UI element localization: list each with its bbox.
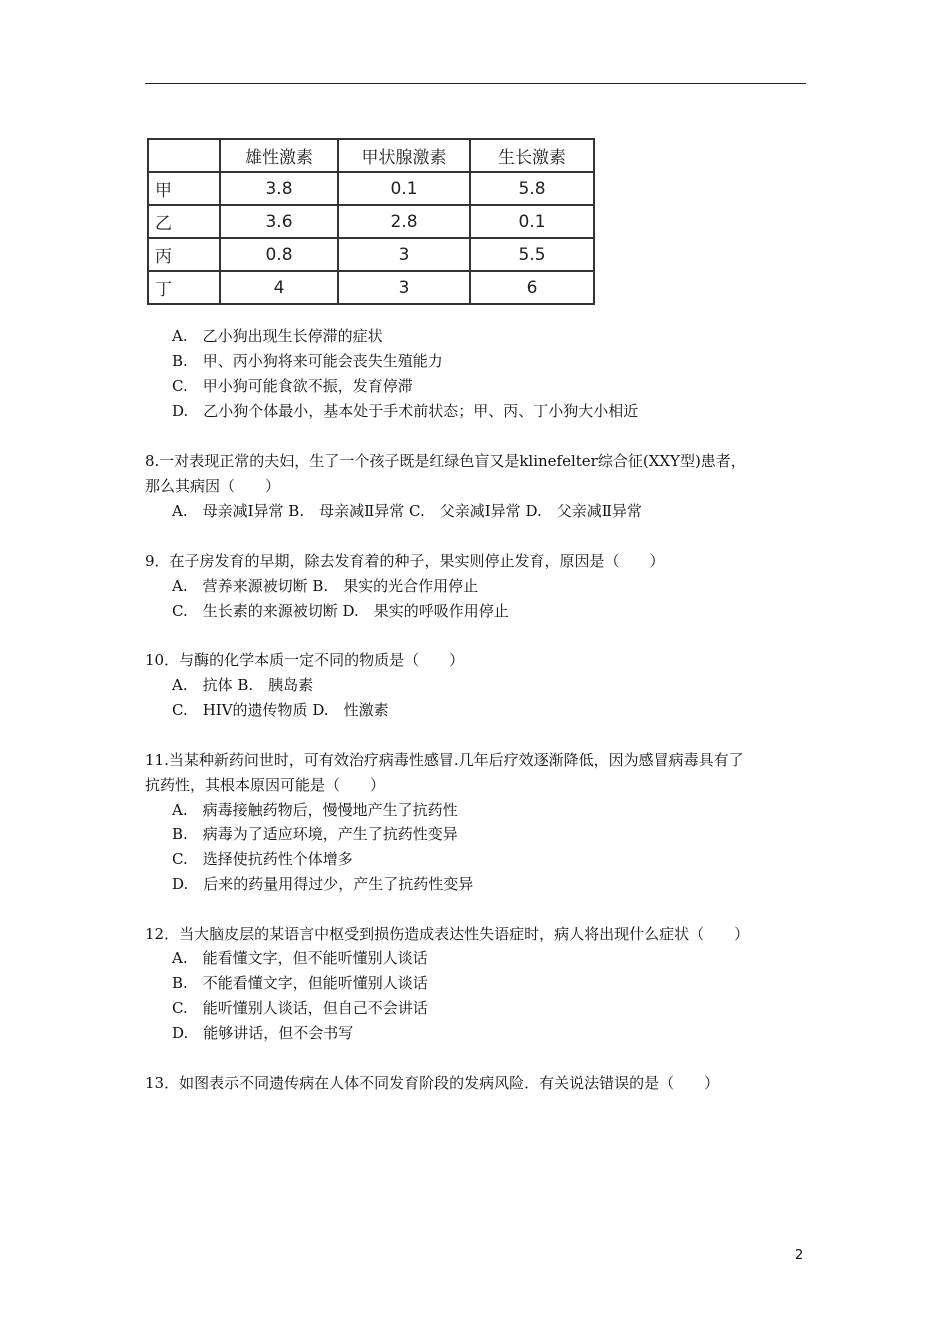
table-header-cell: 雄性激素: [220, 139, 338, 172]
q12-option-a: A. 能看懂文字，但不能听懂别人谈话: [172, 949, 428, 967]
table-cell: 0.1: [470, 205, 594, 238]
q7-option-a: A. 乙小狗出现生长停滞的症状: [172, 327, 383, 345]
table-row: [148, 172, 594, 205]
table-header-cell: [148, 139, 220, 172]
table-cell: 5.8: [470, 172, 594, 205]
q10-options-line1: A. 抗体 B. 胰岛素: [172, 676, 314, 694]
table-cell: 甲: [148, 172, 220, 205]
table-cell: 3.8: [220, 172, 338, 205]
table-header-cell: 甲状腺激素: [338, 139, 470, 172]
table-cell: 2.8: [338, 205, 470, 238]
q12-option-b: B. 不能看懂文字，但能听懂别人谈话: [172, 974, 428, 992]
table-header-cell: 生长激素: [470, 139, 594, 172]
q8-stem-line1: 8.一对表现正常的夫妇，生了一个孩子既是红绿色盲又是klinefelter综合征(XXY型)患者，: [145, 452, 746, 470]
q7-option-c: C. 甲小狗可能食欲不振，发育停滞: [172, 377, 413, 395]
q9-stem: 9．在子房发育的早期，除去发育着的种子，果实则停止发育，原因是（ ）: [145, 552, 665, 570]
q11-option-d: D. 后来的药量用得过少，产生了抗药性变异: [172, 875, 474, 893]
q11-stem-line2: 抗药性，其根本原因可能是（ ）: [145, 776, 386, 794]
table-cell: 0.8: [220, 238, 338, 271]
q12-option-c: C. 能听懂别人谈话，但自己不会讲话: [172, 999, 428, 1017]
page-number: 2: [795, 1248, 804, 1263]
table-cell: 5.5: [470, 238, 594, 271]
q9-options-line1: A. 营养来源被切断 B. 果实的光合作用停止: [172, 577, 479, 595]
hormone-table: [147, 138, 595, 305]
q8-stem-line2: 那么其病因（ ）: [145, 477, 281, 495]
q10-options-line2: C. HIV的遗传物质 D. 性激素: [172, 701, 389, 719]
q8-options: A. 母亲减Ⅰ异常 B. 母亲减Ⅱ异常 C. 父亲减Ⅰ异常 D. 父亲减Ⅱ异常: [172, 502, 642, 520]
table-cell: 丙: [148, 238, 220, 271]
table-row: [148, 271, 594, 304]
q7-option-d: D. 乙小狗个体最小，基本处于手术前状态；甲、丙、丁小狗大小相近: [172, 402, 639, 420]
table-cell: 0.1: [338, 172, 470, 205]
q10-stem: 10．与酶的化学本质一定不同的物质是（ ）: [145, 651, 465, 669]
table-cell: 4: [220, 271, 338, 304]
q9-options-line2: C. 生长素的来源被切断 D. 果实的呼吸作用停止: [172, 602, 509, 620]
table-row: [148, 205, 594, 238]
q11-option-b: B. 病毒为了适应环境，产生了抗药性变异: [172, 825, 458, 843]
table-cell: 乙: [148, 205, 220, 238]
q11-stem-line1: 11.当某种新药问世时，可有效治疗病毒性感冒.几年后疗效逐渐降低，因为感冒病毒具有了: [145, 751, 744, 769]
table-header-row: [148, 139, 594, 172]
q12-option-d: D. 能够讲话，但不会书写: [172, 1024, 354, 1042]
table-cell: 3: [338, 238, 470, 271]
q11-option-a: A. 病毒接触药物后，慢慢地产生了抗药性: [172, 801, 458, 819]
table-cell: 6: [470, 271, 594, 304]
table-cell: 丁: [148, 271, 220, 304]
q7-option-b: B. 甲、丙小狗将来可能会丧失生殖能力: [172, 352, 443, 370]
table-row: [148, 238, 594, 271]
table-cell: 3.6: [220, 205, 338, 238]
q11-option-c: C. 选择使抗药性个体增多: [172, 850, 353, 868]
table-cell: 3: [338, 271, 470, 304]
q12-stem: 12．当大脑皮层的某语言中枢受到损伤造成表达性失语症时，病人将出现什么症状（ ）: [145, 925, 750, 943]
q13-stem: 13．如图表示不同遗传病在人体不同发育阶段的发病风险．有关说法错误的是（ ）: [145, 1074, 720, 1092]
header-rule: [145, 83, 806, 84]
